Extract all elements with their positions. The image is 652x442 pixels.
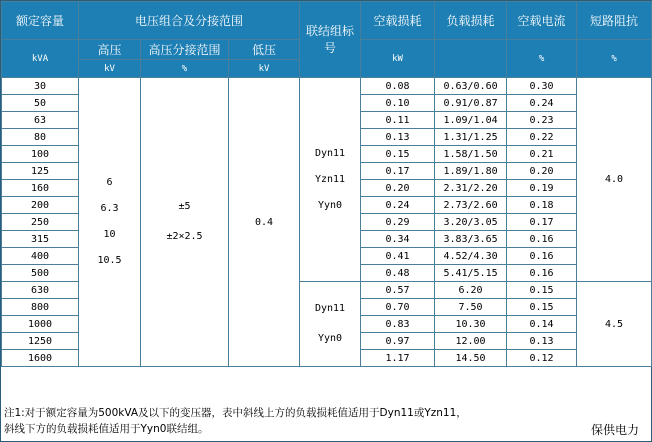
connection-value: Dyn11 — [314, 303, 346, 314]
cell-no-load-current: 0.17 — [507, 214, 577, 231]
cell-no-load-current: 0.30 — [507, 78, 577, 95]
cell-no-load-current: 0.14 — [507, 316, 577, 333]
cell-load-loss: 1.09/1.04 — [435, 112, 507, 129]
cell-load-loss: 6.20 — [435, 282, 507, 299]
cell-no-load-loss: 0.83 — [361, 316, 435, 333]
table-row — [2, 78, 652, 95]
header-hv: 高压 — [79, 40, 141, 60]
cell-no-load-current: 0.16 — [507, 231, 577, 248]
cell-no-load-loss: 0.11 — [361, 112, 435, 129]
cell-load-loss: 3.20/3.05 — [435, 214, 507, 231]
cell-capacity: 160 — [2, 180, 79, 197]
cell-no-load-current: 0.15 — [507, 299, 577, 316]
cell-no-load-loss: 0.29 — [361, 214, 435, 231]
cell-load-loss: 2.73/2.60 — [435, 197, 507, 214]
header-connection: 联结组标号 — [300, 2, 361, 78]
header-tap-unit: % — [141, 60, 229, 78]
cell-load-loss: 3.83/3.65 — [435, 231, 507, 248]
header-impedance: 短路阻抗 — [577, 2, 652, 40]
cell-capacity: 315 — [2, 231, 79, 248]
cell-capacity: 200 — [2, 197, 79, 214]
cell-no-load-loss: 0.34 — [361, 231, 435, 248]
cell-tap-values — [141, 78, 229, 367]
cell-capacity: 1000 — [2, 316, 79, 333]
cell-capacity: 100 — [2, 146, 79, 163]
cell-no-load-current: 0.21 — [507, 146, 577, 163]
cell-no-load-current: 0.23 — [507, 112, 577, 129]
cell-no-load-loss: 0.97 — [361, 333, 435, 350]
cell-load-loss: 7.50 — [435, 299, 507, 316]
header-voltage-group: 电压组合及分接范围 — [79, 2, 300, 40]
tap-value: ±2×2.5 — [166, 231, 203, 242]
cell-no-load-loss: 0.24 — [361, 197, 435, 214]
cell-connection-group-1 — [300, 78, 361, 282]
header-impedance-unit: % — [577, 40, 652, 78]
cell-capacity: 63 — [2, 112, 79, 129]
cell-load-loss: 10.30 — [435, 316, 507, 333]
header-load-loss-unit — [435, 40, 507, 78]
cell-no-load-current: 0.12 — [507, 350, 577, 367]
cell-capacity: 50 — [2, 95, 79, 112]
hv-value: 6 — [106, 177, 113, 188]
cell-capacity: 1250 — [2, 333, 79, 350]
connection-value: Yyn0 — [317, 199, 343, 211]
header-no-load-loss: 空载损耗 — [361, 2, 435, 40]
cell-capacity: 1600 — [2, 350, 79, 367]
cell-no-load-current: 0.16 — [507, 265, 577, 282]
cell-load-loss: 14.50 — [435, 350, 507, 367]
connection-value: Yzn11 — [314, 173, 346, 185]
header-no-load-current-unit: % — [507, 40, 577, 78]
header-tap: 高压分接范围 — [141, 40, 229, 60]
cell-no-load-current: 0.16 — [507, 248, 577, 265]
header-load-loss: 负载损耗 — [435, 2, 507, 40]
cell-load-loss: 4.52/4.30 — [435, 248, 507, 265]
cell-no-load-loss: 0.15 — [361, 146, 435, 163]
cell-hv-values — [79, 78, 141, 367]
connection-value: Dyn11 — [314, 147, 346, 159]
connection-value: Yyn0 — [317, 333, 343, 344]
cell-no-load-loss: 0.57 — [361, 282, 435, 299]
cell-no-load-loss: 1.17 — [361, 350, 435, 367]
cell-no-load-current: 0.22 — [507, 129, 577, 146]
cell-load-loss: 12.00 — [435, 333, 507, 350]
cell-impedance-group-2: 4.5 — [577, 282, 652, 367]
cell-no-load-current: 0.18 — [507, 197, 577, 214]
header-capacity-unit: kVA — [2, 40, 79, 78]
footnote-line-1: 注1:对于额定容量为500kVA及以下的变压器，表中斜线上方的负载损耗值适用于Dyn11或Yzn11， — [4, 407, 467, 419]
header-no-load-current: 空载电流 — [507, 2, 577, 40]
cell-no-load-current: 0.24 — [507, 95, 577, 112]
hv-value: 10 — [103, 229, 116, 240]
hv-value: 6.3 — [100, 203, 119, 214]
footnote-line-2: 斜线下方的负载损耗值适用于Yyn0联结组。 — [4, 423, 209, 435]
cell-capacity: 250 — [2, 214, 79, 231]
cell-no-load-loss: 0.70 — [361, 299, 435, 316]
cell-no-load-current: 0.15 — [507, 282, 577, 299]
hv-value: 10.5 — [97, 255, 122, 266]
cell-connection-group-2 — [300, 282, 361, 367]
header-capacity: 额定容量 — [2, 2, 79, 40]
header-hv-unit: kV — [79, 60, 141, 78]
cell-load-loss: 0.63/0.60 — [435, 78, 507, 95]
header-no-load-loss-unit: kW — [361, 40, 435, 78]
cell-no-load-loss: 0.20 — [361, 180, 435, 197]
cell-no-load-loss: 0.48 — [361, 265, 435, 282]
cell-load-loss: 1.89/1.80 — [435, 163, 507, 180]
cell-no-load-loss: 0.08 — [361, 78, 435, 95]
cell-no-load-current: 0.13 — [507, 333, 577, 350]
cell-load-loss: 5.41/5.15 — [435, 265, 507, 282]
cell-impedance-group-1: 4.0 — [577, 78, 652, 282]
cell-load-loss: 0.91/0.87 — [435, 95, 507, 112]
cell-lv-value: 0.4 — [229, 78, 300, 367]
cell-capacity: 400 — [2, 248, 79, 265]
cell-no-load-loss: 0.10 — [361, 95, 435, 112]
cell-capacity: 125 — [2, 163, 79, 180]
cell-load-loss: 1.58/1.50 — [435, 146, 507, 163]
cell-no-load-current: 0.19 — [507, 180, 577, 197]
transformer-spec-table — [1, 1, 652, 367]
header-lv-unit: kV — [229, 60, 300, 78]
cell-no-load-current: 0.20 — [507, 163, 577, 180]
tap-value: ±5 — [178, 201, 191, 212]
source-credit: 保供电力 — [590, 423, 639, 437]
cell-capacity: 800 — [2, 299, 79, 316]
header-lv: 低压 — [229, 40, 300, 60]
cell-no-load-loss: 0.41 — [361, 248, 435, 265]
footnote — [1, 402, 651, 441]
cell-capacity: 80 — [2, 129, 79, 146]
cell-capacity: 630 — [2, 282, 79, 299]
cell-capacity: 30 — [2, 78, 79, 95]
cell-no-load-loss: 0.13 — [361, 129, 435, 146]
cell-load-loss: 2.31/2.20 — [435, 180, 507, 197]
cell-load-loss: 1.31/1.25 — [435, 129, 507, 146]
cell-no-load-loss: 0.17 — [361, 163, 435, 180]
cell-capacity: 500 — [2, 265, 79, 282]
